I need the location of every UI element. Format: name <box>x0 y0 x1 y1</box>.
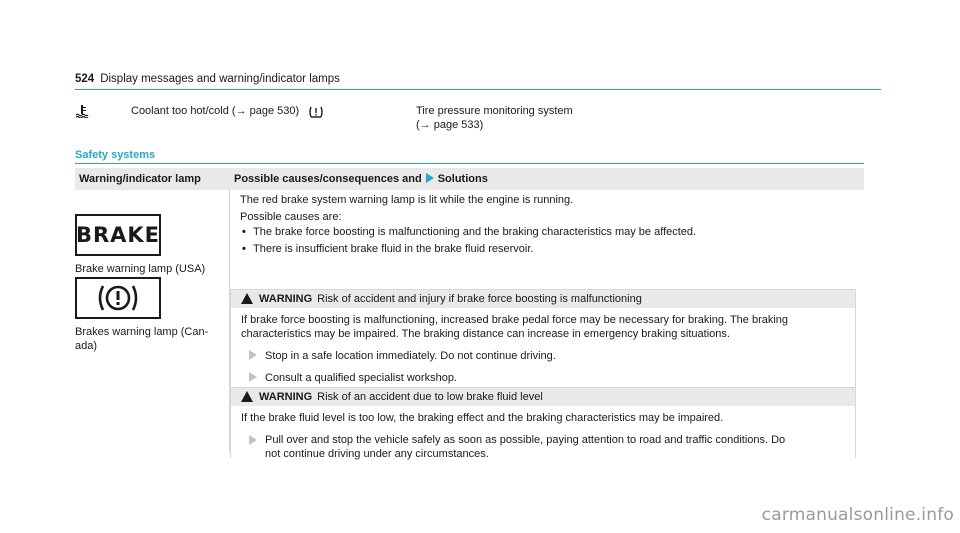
arrow-right-icon <box>426 173 434 183</box>
warning-label: WARNING <box>259 391 313 403</box>
col-header-lamp: Warning/indicator lamp <box>75 168 230 190</box>
warning-box-booster <box>230 289 856 392</box>
coolant-temperature-icon <box>75 104 89 118</box>
section-divider <box>75 163 864 164</box>
table-row <box>75 190 864 452</box>
step-arrow-icon <box>249 372 257 382</box>
warning-body-line1: If brake force boosting is malfunctioning, increased brake pedal force may be necessary for braking. The braking <box>241 314 789 326</box>
page-header <box>75 73 340 85</box>
step-arrow-icon <box>249 435 257 445</box>
warning-body <box>231 308 855 391</box>
bullet-icon: • <box>242 226 246 238</box>
warning-title: Risk of an accident due to low brake fluid level <box>317 391 543 403</box>
table-header-row <box>75 168 864 190</box>
brake-canada-label-line1: Brakes warning lamp (Can- <box>75 326 209 338</box>
brake-warning-lamp-canada-icon <box>75 277 161 319</box>
brake-lamp-label: Brake warning lamp (USA) <box>75 263 206 275</box>
warning-header <box>231 388 855 406</box>
coolant-text: Coolant too hot/cold (→ page 530) <box>131 105 300 117</box>
col-header-causes <box>230 168 864 190</box>
tpms-text-line1: Tire pressure monitoring system <box>416 105 573 117</box>
brake-circle-icon <box>93 281 143 315</box>
step-text: Stop in a safe location immediately. Do not continue driving. <box>265 350 556 362</box>
intro-text: The red brake system warning lamp is lit while the engine is running. <box>240 194 574 206</box>
page-header-title: Display messages and warning/indicator lamps <box>100 73 340 85</box>
step-text-line2: not continue driving under any circumstances. <box>265 448 489 460</box>
header-divider <box>75 89 881 90</box>
col-header-causes-text: Possible causes/consequences and <box>234 173 422 185</box>
warning-step <box>241 371 845 385</box>
warning-body <box>231 406 855 467</box>
warning-triangle-icon <box>241 391 253 402</box>
warning-lamp-table <box>75 168 864 460</box>
cause-item: There is insufficient brake fluid in the brake fluid reservoir. <box>253 243 534 255</box>
section-title: Safety systems <box>75 149 156 161</box>
watermark: carmanualsonline.info <box>761 505 954 525</box>
warning-header <box>231 290 855 308</box>
cause-item: The brake force boosting is malfunctioning and the braking characteristics may be affected. <box>253 226 697 238</box>
warning-step <box>241 433 845 461</box>
page-number: 524 <box>75 73 95 85</box>
step-text: Consult a qualified specialist workshop. <box>265 372 457 384</box>
causes-label: Possible causes are: <box>240 211 342 223</box>
tire-pressure-icon <box>308 104 324 120</box>
step-arrow-icon <box>249 350 257 360</box>
bullet-icon: • <box>242 243 246 255</box>
step-text-line1: Pull over and stop the vehicle safely as soon as possible, paying attention to road and traffic conditions. Do <box>265 434 786 446</box>
brake-lamp-text: BRAKE <box>75 223 161 247</box>
warning-step <box>241 349 845 363</box>
causes-cell <box>230 190 864 460</box>
warning-title: Risk of accident and injury if brake force boosting is malfunctioning <box>317 293 642 305</box>
warning-box-fluid <box>230 387 856 458</box>
warning-body-line2: characteristics may be impaired. The braking distance can increase in emergency braking situations. <box>241 328 730 340</box>
tpms-text-line2: (→ page 533) <box>416 119 484 131</box>
brake-warning-lamp-icon <box>75 214 161 256</box>
tpms-text <box>416 104 573 132</box>
warning-label: WARNING <box>259 293 313 305</box>
brake-canada-label-line2: ada) <box>75 340 98 352</box>
warning-body-line: If the brake fluid level is too low, the braking effect and the braking characteristics may be impaired. <box>241 412 724 424</box>
col-header-solutions-text: Solutions <box>437 173 488 185</box>
warning-triangle-icon <box>241 293 253 304</box>
lamp-cell <box>75 190 230 452</box>
